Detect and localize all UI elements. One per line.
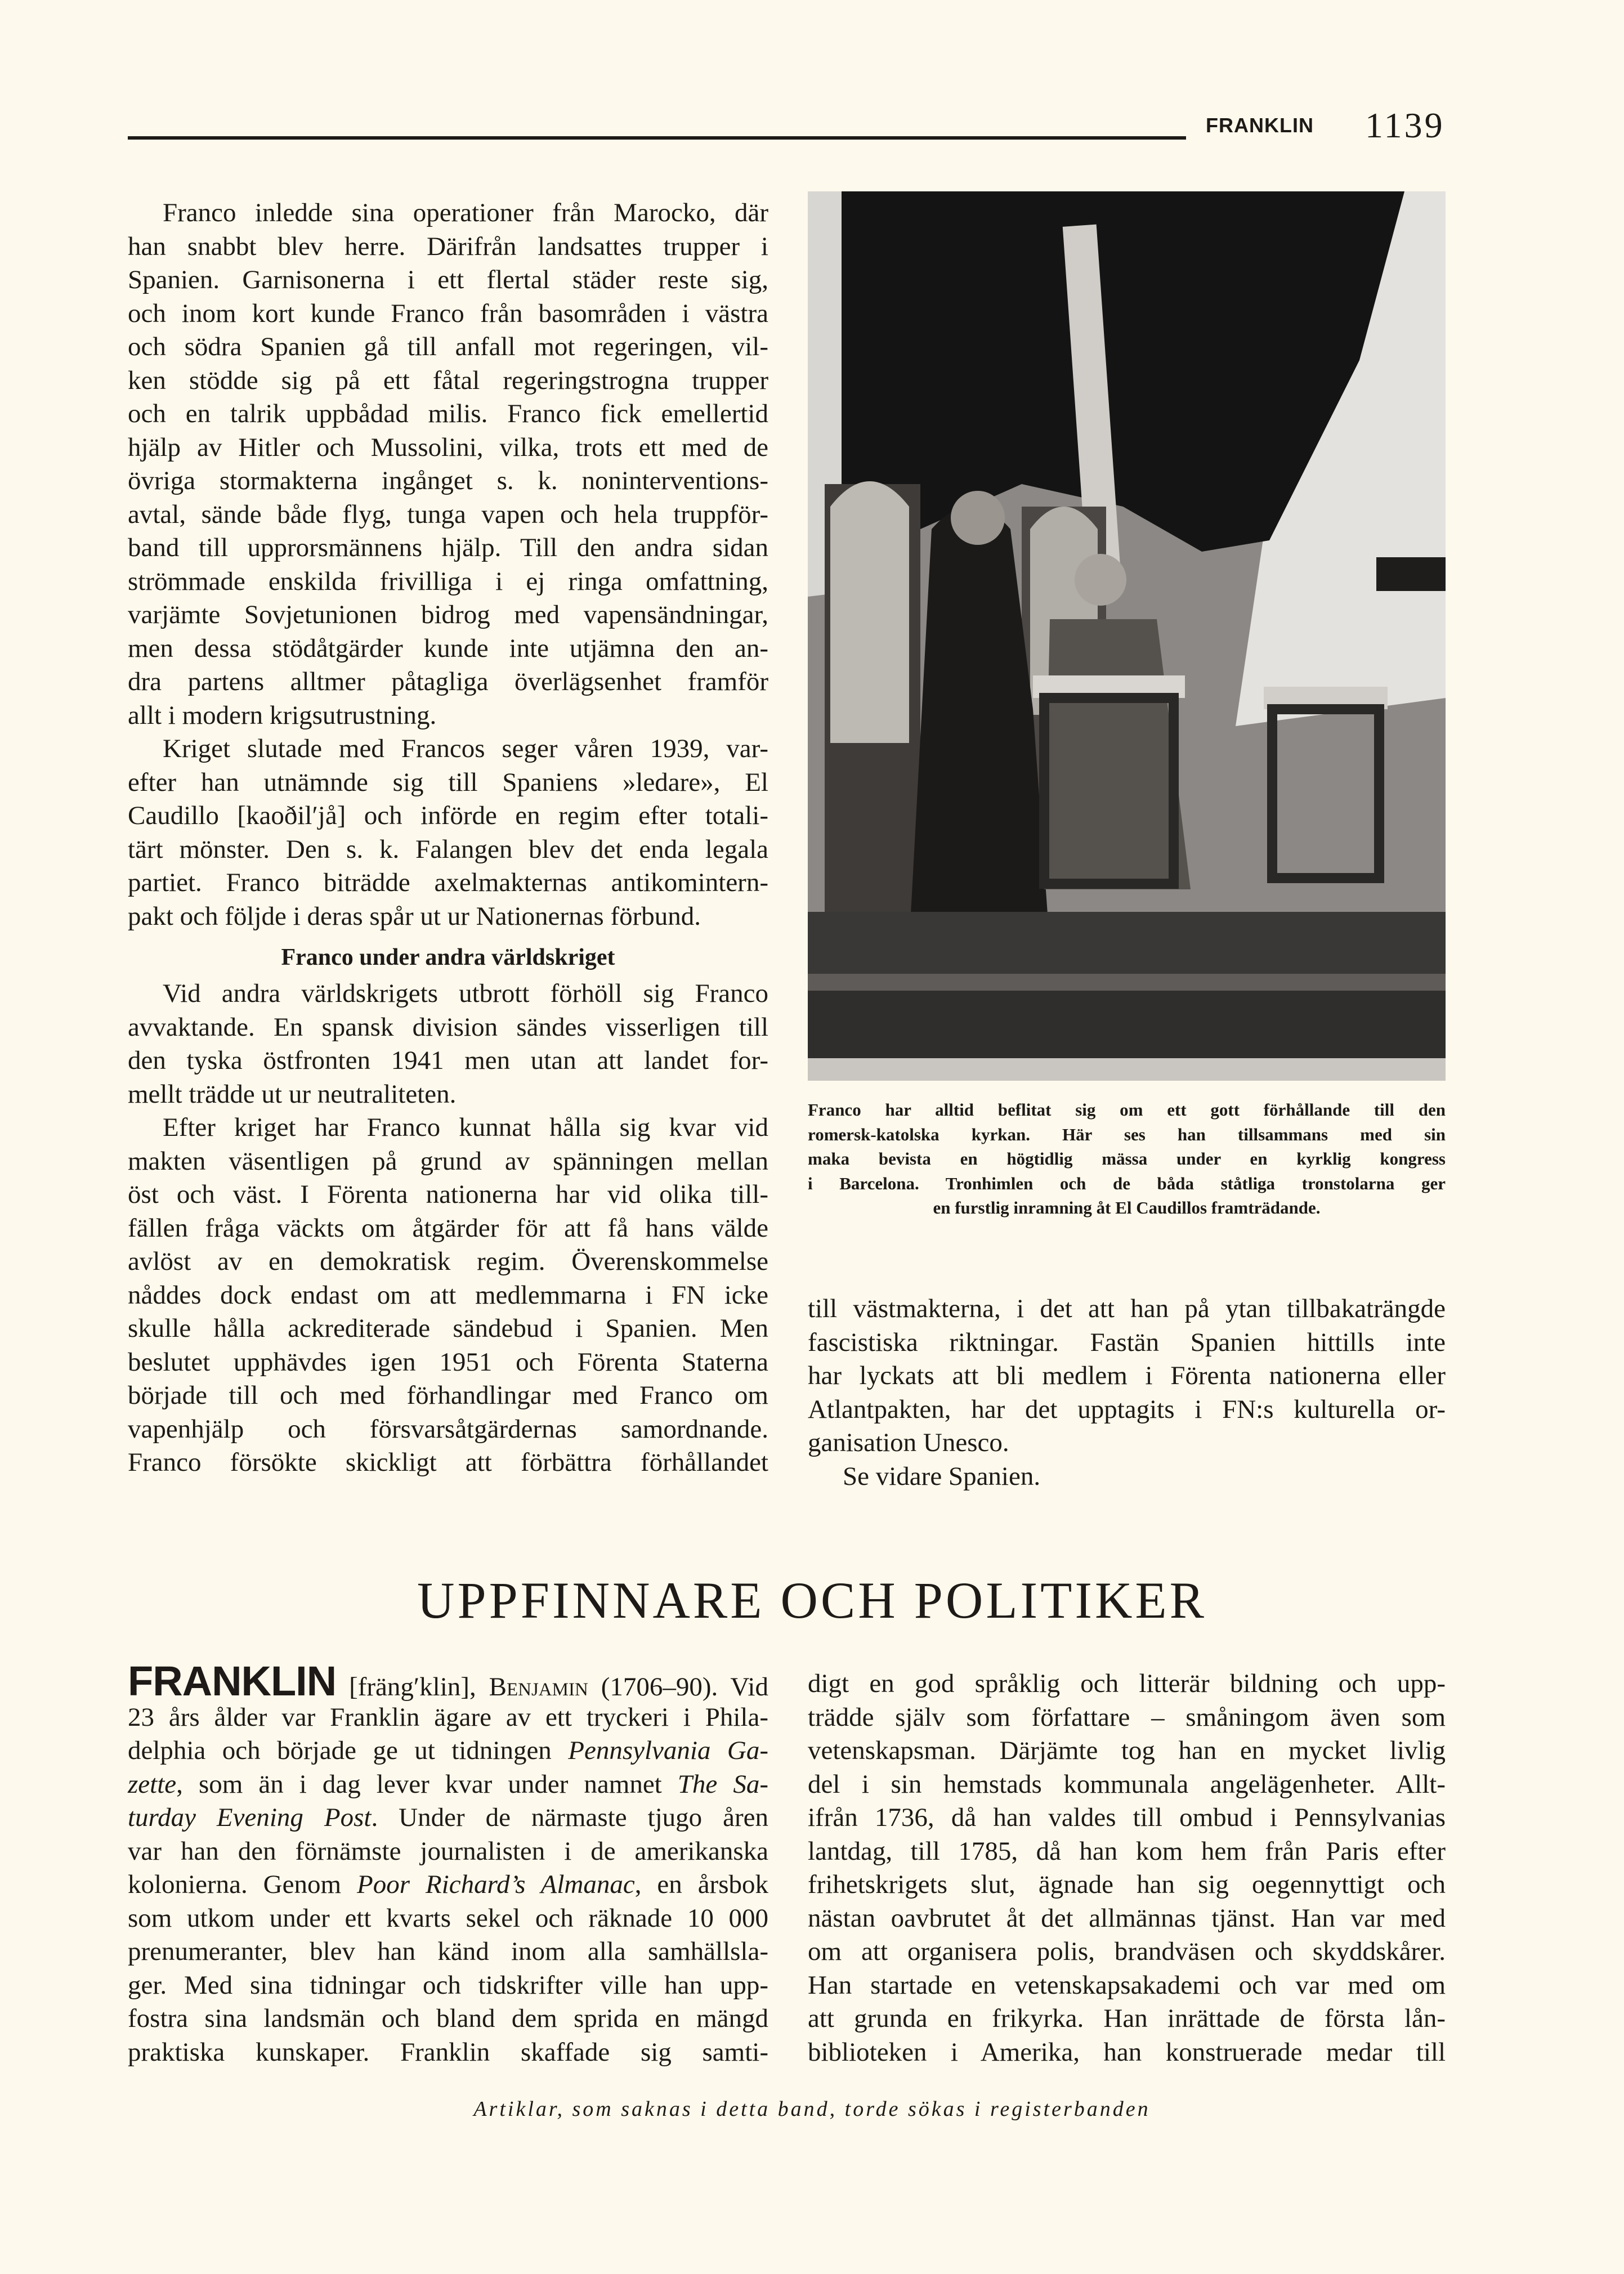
running-head: FRANKLIN (1206, 114, 1314, 137)
text-line (128, 1969, 768, 2003)
text-line: Franco försökte skickligt att förbättra förhållandet (128, 1448, 768, 1477)
text-line: övriga stormakterna ingånget s. k. noninterventions- (128, 466, 768, 495)
text-line: efter han utnämnde sig till Spaniens »ledare», El (128, 767, 768, 797)
subheading: Franco under andra världskriget (281, 944, 615, 970)
text-line (128, 1734, 768, 1768)
franco-right-column (808, 1292, 1446, 1493)
text-line: och en talrik uppbådad milis. Franco fick emellertid (128, 399, 768, 428)
text-line: nästan oavbrutet åt det allmännas tjänst. Han var med (808, 1903, 1446, 1933)
text-line: vapenhjälp och försvarsåtgärdernas samordnande. (128, 1414, 768, 1444)
text-line (128, 1868, 768, 1902)
photo-caption (808, 1098, 1446, 1220)
text-segment: turday Evening Post (128, 1803, 372, 1832)
text-segment: [fräng′klin], (336, 1672, 489, 1702)
page-number: 1139 (1365, 105, 1445, 145)
paragraph (128, 977, 768, 1111)
text-line: skulle hålla ackrediterade sändebud i Spanien. Men (128, 1314, 768, 1343)
text-line: makten väsentligen på grund av spänningen mellan (128, 1146, 768, 1176)
text-line: beslutet upphävdes igen 1951 och Förenta Staterna (128, 1347, 768, 1377)
text-line: öst och väst. I Förenta nationerna har vid olika till- (128, 1180, 768, 1209)
text-line: fascistiska riktningar. Fastän Spanien hittills inte (808, 1327, 1446, 1357)
text-segment: . Under de närmaste tjugo åren (371, 1803, 768, 1832)
text-line: trädde själv som författare – småningom även som (808, 1702, 1446, 1732)
text-line: hjälp av Hitler och Mussolini, vilka, trots ett med de (128, 432, 768, 462)
text-segment: Pennsylvania Ga- (568, 1736, 768, 1765)
paragraph (128, 196, 768, 732)
text-line: mellt trädde ut ur neutraliteten. (128, 1079, 457, 1109)
text-line: pakt och följde i deras spår ut ur Nationernas förbund. (128, 901, 701, 931)
text-segment: (1706–90). Vid (588, 1672, 768, 1702)
text-line (128, 1902, 768, 1936)
text-segment: zette (128, 1769, 177, 1799)
text-line (128, 1658, 768, 1704)
text-line: började till och med förhandlingar med Franco om (128, 1381, 768, 1410)
text-line: del i sin hemstads kommunala angelägenheter. Allt- (808, 1769, 1446, 1799)
text-line: vetenskapsman. Därjämte tog han en mycket livlig (808, 1736, 1446, 1765)
text-line: avlöst av en demokratisk regim. Överenskommelse (128, 1247, 768, 1276)
footer-note: Artiklar, som saknas i detta band, torde sökas i registerbanden (473, 2097, 1151, 2121)
text-line: Spanien. Garnisonerna i ett flertal städer reste sig, (128, 265, 768, 294)
text-line (128, 1801, 768, 1835)
text-segment: fostra sina landsmän och bland dem sprida en mängd (128, 2004, 768, 2033)
text-segment: var han den förnämste journalisten i de amerikanska (128, 1836, 768, 1866)
text-line: att grunda en frikyrka. Han inrättade de första lån- (808, 2004, 1446, 2033)
photo-illustration (808, 191, 1446, 1081)
text-line: fällen fråga väckts om åtgärder för att få hans välde (128, 1213, 768, 1243)
text-line (128, 2002, 768, 2036)
text-line: avtal, sände både flyg, tunga vapen och hela truppför- (128, 499, 768, 529)
text-line (128, 1935, 768, 1969)
text-line: dra partens alltmer påtagliga överlägsenhet framför (128, 667, 768, 696)
text-segment: praktiska kunskaper. Franklin skaffade sig samti- (128, 2037, 768, 2067)
text-line (128, 1701, 768, 1735)
text-segment: Benjamin (489, 1672, 588, 1702)
text-line: avvaktande. En spansk division sändes visserligen till (128, 1012, 768, 1042)
section-title: UPPFINNARE OCH POLITIKER (417, 1572, 1207, 1629)
text-line: till västmakterna, i det att han på ytan tillbakaträngde (808, 1294, 1446, 1323)
caption-text (808, 1098, 1446, 1220)
franklin-right-column (808, 1667, 1446, 2069)
text-line: om att organisera polis, brandväsen och skyddskårer. (808, 1937, 1446, 1966)
text-line: tärt mönster. Den s. k. Falangen blev det enda legala (128, 834, 768, 864)
text-line: nåddes dock endast om att medlemmarna i FN icke (128, 1280, 768, 1310)
text-line: varjämte Sovjetunionen bidrog med vapensändningar, (128, 600, 768, 629)
text-line: Vid andra världskrigets utbrott förhöll sig Franco (163, 979, 768, 1008)
text-line: i Barcelona. Tronhimlen och de båda ståtliga tronstolarna ger (808, 1173, 1446, 1193)
text-line: frihetskrigets slut, ägnade han sig oegennyttigt och (808, 1870, 1446, 1899)
text-segment: Poor Richard’s Almanac (357, 1870, 635, 1899)
text-line: men dessa stödåtgärder kunde inte utjämna den an- (128, 633, 768, 663)
text-segment: prenumeranter, blev han känd inom alla samhällsla- (128, 1937, 768, 1966)
text-line: Efter kriget har Franco kunnat hålla sig kvar vid (163, 1113, 768, 1142)
text-segment: ger. Med sina tidningar och tidskrifter ville han upp- (128, 1970, 768, 2000)
text-line: Han startade en vetenskapsakademi och var med om (808, 1970, 1446, 2000)
text-line: och södra Spanien gå till anfall mot regeringen, vil- (128, 332, 768, 361)
text-line: Franco inledde sina operationer från Marocko, där (163, 198, 768, 227)
text-line: Caudillo [kaoðil′jå] och införde en regim efter totali- (128, 801, 768, 830)
text-line: han snabbt blev herre. Därifrån landsattes trupper i (128, 231, 768, 261)
text-segment: The Sa- (677, 1769, 769, 1799)
franklin-entry (128, 1658, 769, 2069)
text-line: ganisation Unesco. (808, 1428, 1009, 1457)
text-line: och inom kort kunde Franco från basområden i västra (128, 298, 768, 328)
text-line: band till upprorsmännens hjälp. Till den andra sidan (128, 533, 768, 562)
entry-headword: FRANKLIN (128, 1658, 337, 1704)
paragraph (128, 732, 768, 933)
text-segment: 23 års ålder var Franklin ägare av ett tryckeri i Phila- (128, 1702, 768, 1732)
text-line: romersk-katolska kyrkan. Här ses han tillsammans med sin (808, 1124, 1446, 1144)
text-line: Franco har alltid beflitat sig om ett gott förhållande till den (808, 1100, 1446, 1120)
text-line: Atlantpakten, har det upptagits i FN:s kulturella or- (808, 1394, 1446, 1424)
text-segment: kolonierna. Genom (128, 1870, 357, 1899)
text-line: har lyckats att bli medlem i Förenta nationerna eller (808, 1361, 1446, 1390)
text-line: biblioteken i Amerika, han konstruerade medar till (808, 2037, 1446, 2067)
text-line: ken stödde sig på ett fåtal regeringstrogna trupper (128, 365, 768, 395)
text-line: Kriget slutade med Francos seger våren 1939, var- (163, 734, 768, 763)
text-segment: , en årsbok (634, 1870, 768, 1899)
text-line: en furstlig inramning åt El Caudillos framträdande. (933, 1198, 1321, 1217)
text-line: den tyska östfronten 1941 men utan att landet for- (128, 1046, 768, 1075)
text-line: lantdag, till 1785, då han kom hem från Paris efter (808, 1836, 1446, 1866)
text-line: ifrån 1736, då han valdes till ombud i Pennsylvanias (808, 1803, 1446, 1832)
franco-left-column (128, 196, 768, 1480)
text-segment: , som än i dag lever kvar under namnet (176, 1769, 678, 1799)
text-segment: som utkom under ett kvarts sekel och räknade 10 000 (128, 1903, 768, 1933)
text-line: Se vidare Spanien. (843, 1461, 1041, 1491)
text-line: allt i modern krigsutrustning. (128, 700, 437, 730)
text-line: strömmade enskilda frivilliga i ej ringa omfattning, (128, 566, 768, 596)
text-line (128, 1835, 768, 1869)
text-line (128, 1768, 768, 1802)
paragraph (128, 1111, 768, 1480)
text-segment: delphia och började ge ut tidningen (128, 1736, 569, 1765)
franklin-left-column (128, 1658, 769, 2069)
text-line: digt en god språklig och litterär bildning och upp- (808, 1669, 1446, 1698)
text-line: partiet. Franco biträdde axelmakternas antikomintern- (128, 868, 768, 897)
text-line (128, 2036, 768, 2070)
paragraph (808, 1667, 1446, 2069)
paragraph (808, 1292, 1446, 1460)
see-also (808, 1460, 1446, 1494)
header-rule (128, 136, 1186, 140)
photograph-franco-and-wife (808, 191, 1446, 1081)
text-line: maka bevista en högtidlig mässa under en kyrklig kongress (808, 1149, 1446, 1169)
